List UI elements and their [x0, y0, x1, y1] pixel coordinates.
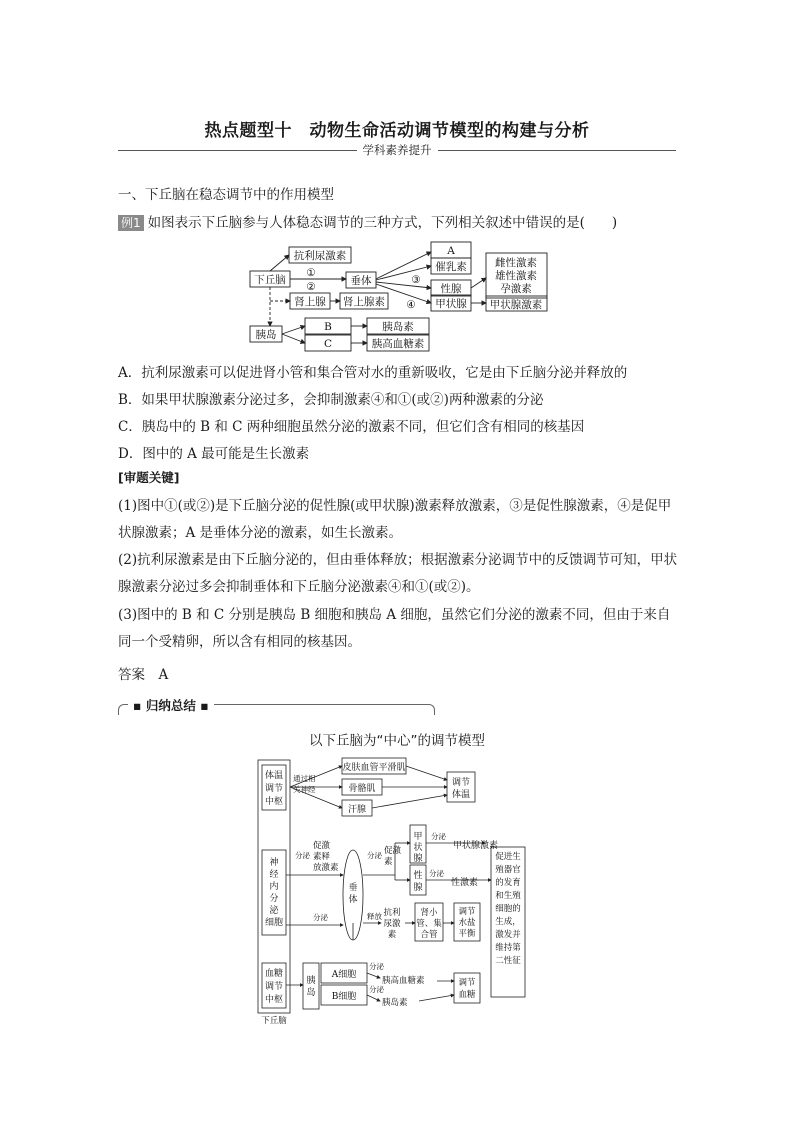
- example-question: [118, 213, 617, 233]
- d1-adrenal: 肾上腺: [294, 296, 326, 308]
- d2-tropic-1: 促激: [384, 846, 402, 856]
- d2-skin-vessel: 皮肤血管平滑肌: [342, 763, 406, 773]
- d1-sex-hormone-1: 雌性激素: [495, 257, 537, 269]
- d2-thyroid-2: 状: [413, 843, 423, 853]
- d1-circle4: ④: [406, 299, 416, 311]
- d2-glucose-1: 调节: [458, 978, 476, 988]
- d2-neuro-2: 经: [269, 870, 279, 880]
- d1-hypothalamus: 下丘脑: [254, 274, 286, 286]
- d2-water-1: 调节: [458, 907, 476, 917]
- d2-effect-1: 促进生: [495, 852, 521, 862]
- d1-B: B: [324, 321, 332, 333]
- d2-gonad-1: 性: [413, 871, 423, 881]
- d2-a-cell: A细胞: [331, 970, 357, 980]
- d1-sex-hormone-3: 孕激素: [500, 283, 532, 295]
- d2-glucose-center-2: 调节: [264, 982, 284, 992]
- d2-adh-2: 尿激: [383, 919, 401, 929]
- option-d: D．图中的 A 最可能是生长激素: [118, 446, 310, 462]
- d2-skeletal: 骨骼肌: [348, 784, 376, 794]
- d2-kidney-2: 管、集: [416, 919, 442, 929]
- d1-gonad: 性腺: [440, 283, 462, 295]
- d2-adh-1: 抗利: [383, 908, 401, 918]
- d2-hypothalamus: 下丘脑: [261, 1016, 287, 1025]
- summary-label: ▪ 归纳总结 ▪: [128, 696, 214, 714]
- diagram-2-title: 以下丘脑为“中心”的调节模型: [309, 733, 485, 749]
- d2-effect-8: 维持第: [495, 943, 521, 953]
- d2-release-h-3: 放激素: [313, 863, 339, 873]
- d2-glucagon: 胰高血糖素: [382, 976, 425, 986]
- d2-gonad-2: 腺: [413, 883, 423, 893]
- d2-temp-center-3: 中枢: [264, 797, 284, 807]
- d1-C: C: [323, 338, 333, 350]
- d2-thyroxine: 甲状腺激素: [453, 841, 499, 851]
- d2-secrete-5: 分泌: [313, 913, 328, 922]
- d2-kidney-3: 合管: [420, 930, 438, 940]
- option-a: A．抗利尿激素可以促进肾小管和集合管对水的重新吸收，它是由下丘脑分泌并释放的: [118, 365, 628, 381]
- d2-secrete-2: 分泌: [367, 851, 382, 860]
- page-title: 热点题型十 动物生命活动调节模型的构建与分析: [204, 121, 590, 141]
- d2-temp-center-2: 调节: [264, 784, 284, 794]
- d2-effect-9: 二性征: [495, 956, 521, 966]
- d2-b-cell: B细胞: [331, 992, 357, 1002]
- d2-neuro-1: 神: [269, 858, 279, 868]
- d2-thyroid-1: 甲: [413, 832, 423, 842]
- d1-circle2: ②: [306, 281, 316, 293]
- d2-glucose-center-1: 血糖: [264, 969, 284, 979]
- question-text: 如图表示下丘脑参与人体稳态调节的三种方式，下列相关叙述中错误的是( ): [147, 215, 618, 231]
- d2-insulin: 胰岛素: [382, 998, 408, 1008]
- d2-release-h-2: 素释: [313, 852, 331, 862]
- key-title: [审题关键]: [118, 470, 180, 485]
- d1-thyroxine: 甲状腺激素: [489, 299, 543, 311]
- d2-via-nerve-2: 关神经: [293, 785, 316, 794]
- d1-circle3: ③: [411, 274, 421, 286]
- d2-islet-2: 岛: [306, 988, 316, 998]
- d2-regulate-temp-1: 调节: [451, 778, 471, 788]
- d2-water-2: 水盐: [458, 918, 476, 928]
- d2-glucose-2: 血糖: [458, 990, 476, 1000]
- d2-secrete-3: 分泌: [431, 832, 446, 841]
- option-c: C．胰岛中的 B 和 C 两种细胞虽然分泌的激素不同，但它们含有相同的核基因: [118, 419, 585, 435]
- d1-prolactin: 催乳素: [435, 261, 467, 273]
- d2-thyroid-3: 腺: [413, 854, 423, 864]
- d2-adh-3: 素: [387, 930, 397, 940]
- d1-circle1: ①: [306, 267, 316, 279]
- d2-effect-2: 殖器官: [495, 865, 521, 875]
- d2-water-3: 平衡: [458, 929, 476, 939]
- d2-tropic-2: 素: [384, 857, 393, 867]
- d1-thyroid: 甲状腺: [435, 298, 467, 310]
- d2-secrete-4: 分泌: [429, 869, 444, 878]
- option-b: B．如果甲状腺激素分泌过多，会抑制激素④和①(或②)两种激素的分泌: [118, 392, 544, 408]
- diagram-2: [255, 755, 545, 1025]
- d2-islet-1: 胰: [306, 976, 316, 986]
- d1-adrenaline: 肾上腺素: [343, 296, 385, 308]
- d2-effect-3: 的发育: [495, 878, 521, 888]
- d2-kidney-1: 肾小: [420, 908, 438, 918]
- d1-A: A: [447, 245, 455, 257]
- d2-secrete-7: 分泌: [369, 985, 384, 994]
- d2-effect-7: 激发并: [495, 930, 521, 940]
- d2-effect-4: 和生殖: [495, 891, 521, 901]
- example-badge: 例1: [118, 215, 144, 231]
- d2-effect-5: 细胞的: [495, 904, 521, 914]
- d1-insulin: 胰岛素: [382, 321, 414, 333]
- d1-glucagon: 胰高血糖素: [371, 338, 425, 350]
- d2-neuro-3: 内: [269, 882, 279, 892]
- d1-islet: 胰岛: [255, 329, 277, 341]
- d1-pituitary: 垂体: [350, 275, 372, 287]
- answer: 答案 A: [118, 667, 169, 683]
- subtitle: [0, 142, 794, 158]
- d2-glucose-center-3: 中枢: [264, 995, 284, 1005]
- d2-release: 释放: [367, 912, 382, 921]
- d1-adh: 抗利尿激素: [293, 250, 347, 262]
- subtitle-text: 学科素养提升: [357, 143, 438, 157]
- d2-sweat: 汗腺: [347, 805, 367, 815]
- d2-pituitary-2: 体: [348, 895, 358, 905]
- key-point-3: (3)图中的 B 和 C 分别是胰岛 B 细胞和胰岛 A 细胞，虽然它们分泌的激素不同，但由于来自同一个受精卵，所以含有相同的核基因。: [118, 607, 671, 650]
- d2-neuro-6: 细胞: [264, 918, 284, 928]
- d2-secrete-1: 分泌: [295, 851, 310, 860]
- key-point-2: (2)抗利尿激素是由下丘脑分泌的，但由垂体释放；根据激素分泌调节中的反馈调节可知，甲状腺激素分泌过多会抑制垂体和下丘脑分泌激素④和①(或②)。: [118, 552, 678, 595]
- d2-secrete-6: 分泌: [369, 962, 384, 971]
- summary-label-text: 归纳总结: [145, 698, 196, 713]
- d2-effect-6: 生成，: [495, 917, 521, 927]
- d2-neuro-4: 分: [269, 894, 279, 904]
- section-heading: 一、下丘脑在稳态调节中的作用模型: [118, 187, 334, 203]
- diagram-1: [245, 238, 555, 354]
- d2-release-h-1: 促激: [313, 841, 331, 851]
- d1-sex-hormone-2: 雄性激素: [495, 270, 537, 282]
- d2-sex-hormone: 性激素: [451, 878, 479, 888]
- d2-pituitary-1: 垂: [348, 883, 358, 893]
- key-point-1: (1)图中①(或②)是下丘脑分泌的促性腺(或甲状腺)激素释放激素，③是促性腺激素，④是促甲状腺激素；A 是垂体分泌的激素，如生长激素。: [118, 498, 672, 541]
- d2-via-nerve-1: 通过相: [293, 774, 316, 783]
- d2-regulate-temp-2: 体温: [451, 790, 471, 800]
- d2-temp-center-1: 体温: [264, 771, 284, 781]
- d2-neuro-5: 泌: [269, 906, 279, 916]
